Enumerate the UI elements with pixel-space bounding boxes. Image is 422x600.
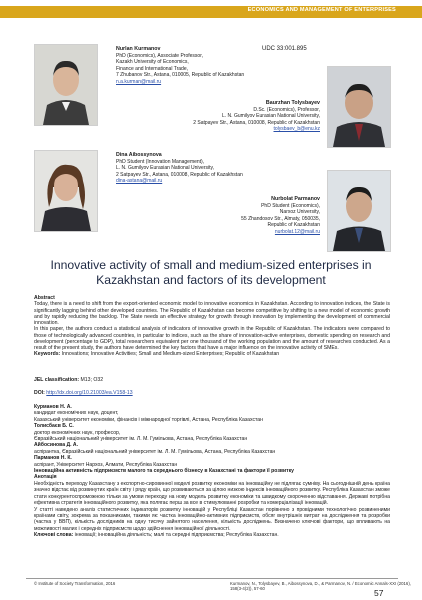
author-kurmanov: Nurlan Kurmanov PhD (Economics), Associate Professor, Kazakh University of Economics, Finance and International Trade, 7 Zhubanov Str., Astana, 010005, Republic of Kazakhstan n.a.kurman@mail.ru xyxy=(116,46,266,86)
jel-line: JEL classification: M13; O32 xyxy=(34,377,104,383)
ukrainian-summary: Курманов Н. А. кандидат економічних наук, доцент, Казахський університет економіки, фінансів і міжнародної торгівлі, Астана, Республіка Казахстан Толисбаєв Б. С. доктор економічних наук, професор, Євразійський національний університет ім. Л. М. Гумільова, Астана, Республіка Казахстан Айбосинова Д. А. аспірантка, Євразійський національний університет ім. Л. М. Гумільова, Астана, Республіка Казахстан Парманов Н. К. аспірант, Університет Нархоз, Алмати, Республіка Казахстан Інноваційна активність підприємств малого та середнього бізнесу в Казахстані та фактори її розвитку Анотація Необхідність переходу Казахстану з експортно-сировинної моделі розвитку економіки на інноваційну не підлягає сумніву. На сьогоднішній день країна значно відстає від розвинутих країн світу і ряду країн, що розвиваються за цілою низкою індексів інноваційного розвитку. Республіка Казахстан зможе стати конкурентоспроможною тільки за умови переходу на нову модель розвитку економіки та швидкому скороченню відставання. Державі потрібна ефективна стратегія інноваційного розвитку, яка полягає перш за все в стимулюванні розробки та комерціалізації інновацій. У статті наведено аналіз статистичних індикаторів розвитку інновацій у Республіці Казахстан порівняно з провідними технологічно розвиненими країнами світу, зокрема за показниками, такими як: частка інноваційно-активних підприємств, обсяг внутрішніх витрат на дослідження та розробки (частка у ВВП), кількість дослідників на одну тисячу зайнятого населення, кількість досліджень. Визначено ключові фактори, що впливають на можливості малих і середніх підприємств щодо здійснення інноваційної діяльності. Ключові слова: інновації; інноваційна діяльність; малі та середні підприємства; Республіка Казахстан. xyxy=(34,404,390,539)
page-number: 57 xyxy=(374,588,384,598)
author-email[interactable]: dina-astana@mail.ru xyxy=(116,178,163,185)
author-email[interactable]: tolysbaev_b@enu.kz xyxy=(273,126,320,133)
abstract-label: Abstract xyxy=(34,295,55,301)
footer-citation: Kurmanov, N., Tolysbayev, B., Aibossynova, D., & Parmanov, N. / Economic Annals-XXI (2016), 158(3-4(2)), 57-60 xyxy=(230,581,411,591)
journal-header xyxy=(0,0,422,38)
doi-line: DOI: http://dx.doi.org/10.21003/ea.V158-13 xyxy=(34,390,133,396)
author-photo-aibossynova xyxy=(34,150,98,232)
author-name: Dina Aibossynova xyxy=(116,152,162,158)
author-aibossynova: Dina Aibossynova PhD Student (Innovation Management), L. N. Gumilyov Eurasian National University, 2 Satpayev Str., Astana, 010008, Republic of Kazakhstan dina-astana@mail.ru xyxy=(116,152,306,185)
author-parmanov: Nurbolat Parmanov PhD Student (Economics), Narxoz University, 55 Zhandosov Str., Almaty, 050035, Republic of Kazakhstan nurbolat.12@mail.ru xyxy=(140,196,320,236)
abstract xyxy=(34,295,390,358)
footer-divider xyxy=(26,578,398,579)
abstract-paragraph-2: In this paper, the authors conduct a statistical analysis of indicators of innovative growth in the Republic of Kazakhstan. The indicators were compared to those of technologically advanced countries, in particular to indices, such as the share of innovation-active enterprises, domestic spending on research and development (percentage to GDP), total researchers equivalent per one thousand of the working population and the amount of researches conducted. As a result of the present study, the authors have determined the key factors that have a major influence on the innovative activity of SMEs. xyxy=(34,326,390,351)
article-title: Innovative activity of small and medium-sized enterprises in Kazakhstan and factors of its development xyxy=(50,258,372,287)
doi-link[interactable]: http://dx.doi.org/10.21003/ea.V158-13 xyxy=(46,390,133,396)
author-photo-parmanov xyxy=(327,170,391,252)
author-name: Nurlan Kurmanov xyxy=(116,46,161,52)
ukr-keywords: Ключові слова: інновації; інноваційна діяльність; малі та середні підприємства; Республіка Казахстан. xyxy=(34,532,279,539)
ukr-annotation-label: Анотація xyxy=(34,474,57,481)
udc-code: UDC 33:001.895 xyxy=(262,46,307,52)
section-band xyxy=(0,6,422,18)
footer-copyright: © Institute of Society Transformation, 2016 xyxy=(34,581,116,586)
author-name: Baurzhan Tolysbayev xyxy=(265,100,320,106)
ukr-title: Інноваційна активність підприємств малого та середнього бізнесу в Казахстані та фактори її розвитку xyxy=(34,468,294,475)
author-name: Nurbolat Parmanov xyxy=(271,196,320,202)
author-email[interactable]: nurbolat.12@mail.ru xyxy=(274,228,320,235)
keywords-line: Keywords: Innovations; Innovative Activities; Small and Medium-sized Enterprises; Republic of Kazakhstan xyxy=(34,351,280,358)
section-title: ECONOMICS AND MANAGEMENT OF ENTERPRISES xyxy=(247,7,396,13)
author-tolysbayev: Baurzhan Tolysbayev D.Sc. (Economics), Professor, L. N. Gumilyov Eurasian National University, 2 Satpayev Str., Astana, 010008, Republic of Kazakhstan tolysbaev_b@enu.kz xyxy=(140,100,320,133)
author-photo-kurmanov xyxy=(34,44,98,126)
author-photo-tolysbayev xyxy=(327,66,391,148)
author-email[interactable]: n.a.kurman@mail.ru xyxy=(116,78,162,85)
abstract-paragraph-1: Today, there is a need to shift from the export-oriented economic model to innovative economics in Kazakhstan. According to innovation indices, the State is significantly lagging behind other developed countries. The Republic of Kazakhstan can become competitive by shifting to a new model of economic growth and by rapidly reducing the backlog. The State needs an effective strategy for growth through innovation by implementing the development of commercial innovation. xyxy=(34,301,390,326)
